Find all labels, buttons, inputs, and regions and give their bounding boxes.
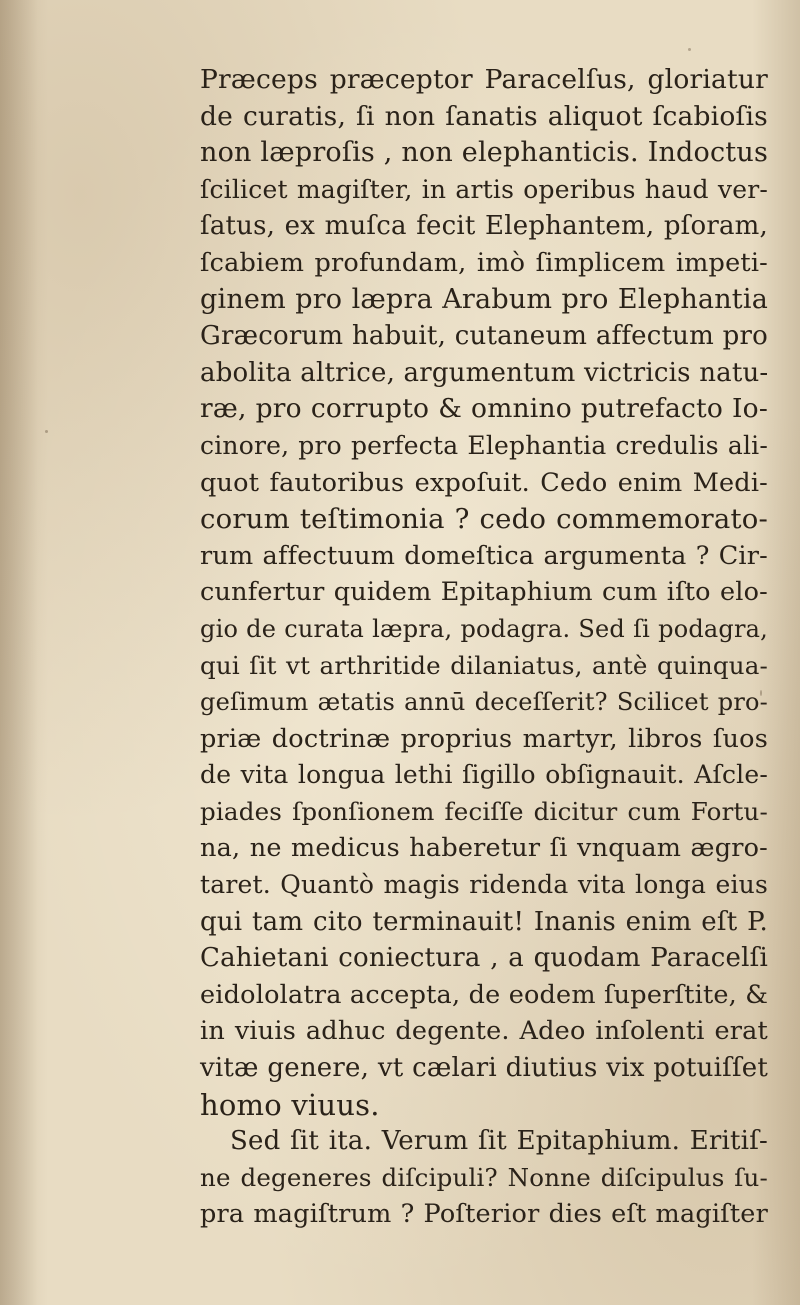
text-line: homo viuus. [200,1087,380,1122]
text-line: ne degeneres diſcipuli? Nonne diſcipulus ſu- [200,1162,768,1192]
text-line: non læproſis , non elephanticis. Indoctus [200,137,768,169]
text-line: qui tam cito terminauit! Inanis enim eſt P. [200,906,768,937]
text-line: ſcilicet magiſter, in artis operibus haud ver- [200,174,768,204]
text-line: priæ doctrinæ proprius martyr, libros ſuos [200,723,768,754]
paper-speck [45,430,48,433]
paragraph-1 [200,62,768,1123]
text-line: rum affectuum domeſtica argumenta ? Cir- [200,540,768,571]
text-line: piades ſponſionem feciſſe dicitur cum Fortu- [200,796,768,826]
text-line: ſatus, ex muſca fecit Elephantem, pſoram, [200,211,768,242]
text-line: de vita longua lethi ſigillo obſignauit. Aſcle- [200,760,768,790]
text-line: abolita altrice, argumentum victricis natu- [200,357,769,388]
text-body [200,62,768,1233]
text-line: ſcabiem profundam, imò ſimplicem impeti- [200,247,768,278]
text-line: vitæ genere, vt cælari diutius vix potuiſſet [200,1053,768,1084]
text-line: de curatis, ſi non ſanatis aliquot ſcabioſis [200,100,768,132]
text-line: cunfertur quidem Epitaphium cum iſto elo- [200,577,768,608]
text-line: gio de curata læpra, podagra. Sed ſi podagra, [200,614,768,643]
text-line: eidololatra accepta, de eodem ſuperſtite, & [200,979,769,1010]
paper-speck [688,48,691,51]
text-line: ræ, pro corrupto & omnino putrefacto Io- [200,393,768,425]
text-line: pra magiſtrum ? Poſterior dies eſt magiſter [200,1199,768,1230]
text-line: qui ſit vt arthritide dilaniatus, antè quinqua- [200,650,768,680]
text-line: taret. Quantò magis ridenda vita longa eius [200,870,768,900]
text-line: Sed ſit ita. Verum ſit Epitaphium. Eritiſ- [230,1126,768,1157]
text-line: cinore, pro perfecta Elephantia credulis ali- [200,430,768,460]
text-line: ginem pro læpra Arabum pro Elephantia [200,283,768,315]
text-line: corum teſtimonia ? cedo commemorato- [200,503,768,536]
text-line: in viuis adhuc degente. Adeo inſolenti erat [200,1016,768,1047]
text-line: geſimum ætatis annū deceſſerit? Scilicet pro- [200,688,768,717]
paragraph-2 [200,1123,768,1233]
text-line: Cahietani coniectura , a quodam Paracelſi [200,943,768,974]
text-line: Græcorum habuit, cutaneum affectum pro [200,321,768,352]
text-line: na, ne medicus haberetur ſi vnquam ægro- [200,833,768,864]
text-line: quot fautoribus expoſuit. Cedo enim Medi- [200,467,768,498]
page-fold-shadow [0,0,38,1305]
text-line: Præceps præceptor Paracelſus, gloriatur [200,64,768,95]
